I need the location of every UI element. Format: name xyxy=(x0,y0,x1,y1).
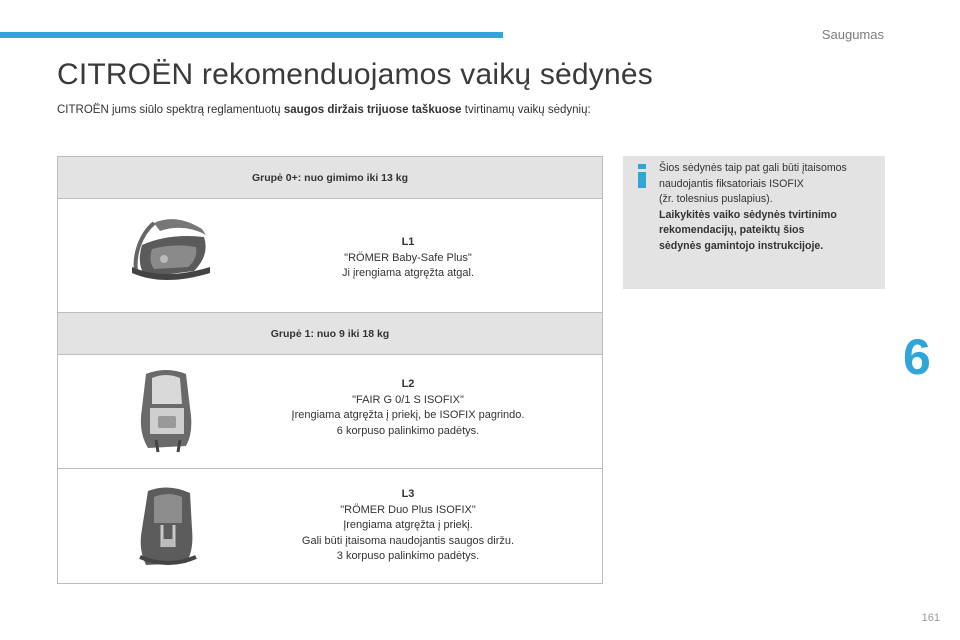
seat-desc-l1 xyxy=(268,235,548,282)
seat-code-l3: L3 xyxy=(401,488,415,500)
intro-text-1: CITROËN jums siūlo spektrą reglamentuotų xyxy=(57,104,284,116)
info-box xyxy=(623,156,885,289)
seat-line: Įrengiama atgręžta į priekį. xyxy=(343,519,473,531)
chapter-number: 6 xyxy=(903,329,931,385)
group-header-1: Grupė 1: nuo 9 iki 18 kg xyxy=(58,313,602,355)
group-header-0plus: Grupė 0+: nuo gimimo iki 13 kg xyxy=(58,157,602,199)
seat-line: "FAIR G 0/1 S ISOFIX" xyxy=(352,393,464,406)
seat-desc-l2 xyxy=(268,377,548,439)
baby-carrier-image xyxy=(124,215,214,287)
info-bold-line: Laikykitės vaiko sėdynės tvirtinimo xyxy=(659,208,837,221)
child-seat-table xyxy=(57,156,603,584)
seat-row-l3 xyxy=(58,469,602,583)
seat-line: "RÖMER Duo Plus ISOFIX" xyxy=(340,503,476,516)
seat-line: 6 korpuso palinkimo padėtys. xyxy=(336,424,480,437)
child-seat-fair-image xyxy=(132,368,202,454)
info-line: (žr. tolesnius puslapius). xyxy=(659,193,773,205)
info-icon xyxy=(635,164,649,188)
seat-line: Ji įrengiama atgręžta atgal. xyxy=(341,267,475,279)
seat-code-l1: L1 xyxy=(401,236,415,248)
info-bold-line: sėdynės gamintojo instrukcijoje. xyxy=(659,239,824,252)
accent-bar xyxy=(0,32,503,38)
intro-text-bold: saugos diržais trijuose taškuose xyxy=(283,104,462,116)
child-seat-romer-image xyxy=(132,485,202,569)
section-label: Saugumas xyxy=(821,27,884,42)
seat-line: Įrengiama atgręžta į priekį, be ISOFIX pagrindo. xyxy=(291,409,525,421)
page-number: 161 xyxy=(921,612,940,624)
seat-line: "RÖMER Baby-Safe Plus" xyxy=(344,251,472,264)
intro-paragraph xyxy=(57,102,617,118)
page-title: CITROËN rekomenduojamos vaikų sėdynės xyxy=(57,58,653,91)
info-line: naudojantis fiksatoriais ISOFIX xyxy=(659,177,804,190)
seat-row-l1 xyxy=(58,199,602,313)
seat-line: 3 korpuso palinkimo padėtys. xyxy=(336,550,480,562)
info-text xyxy=(659,161,883,254)
seat-line: Gali būti įtaisoma naudojantis saugos diržu. xyxy=(301,534,515,547)
seat-desc-l3 xyxy=(268,487,548,565)
info-line: Šios sėdynės taip pat gali būti įtaisomos xyxy=(659,162,847,174)
seat-row-l2 xyxy=(58,355,602,469)
intro-text-2: tvirtinamų vaikų sėdynių: xyxy=(461,104,591,116)
info-bold-line: rekomendacijų, pateiktų šios xyxy=(659,224,805,236)
seat-code-l2: L2 xyxy=(401,378,415,390)
